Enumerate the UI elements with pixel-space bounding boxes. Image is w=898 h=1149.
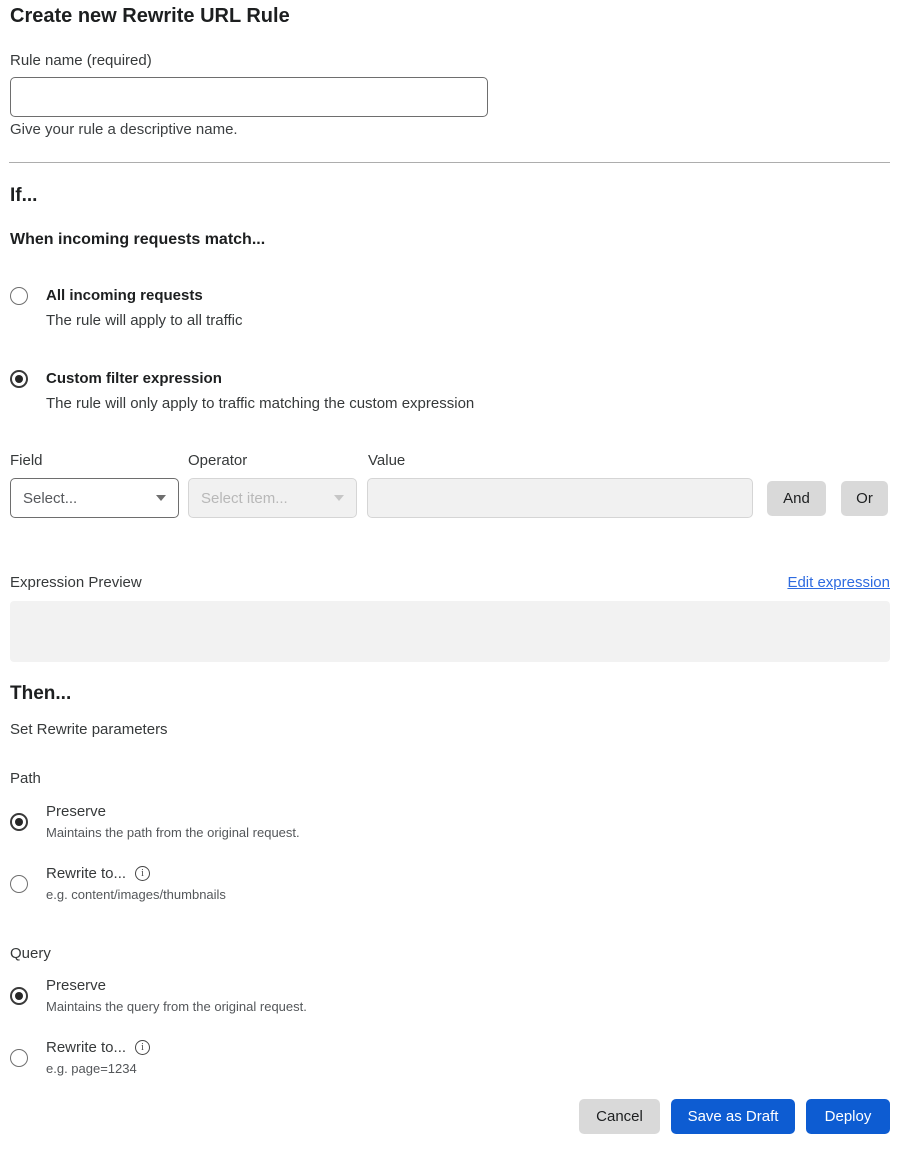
option-text (46, 802, 300, 841)
all-incoming-requests-option[interactable] (10, 286, 242, 331)
option-description: e.g. page=1234 (46, 1061, 137, 1076)
option-label: Preserve (46, 977, 107, 994)
rule-name-input[interactable] (10, 77, 488, 117)
path-rewrite-radio[interactable] (10, 875, 28, 893)
option-label: Custom filter expression (46, 370, 222, 387)
option-text (46, 369, 474, 414)
path-preserve-radio[interactable] (10, 813, 28, 831)
option-description: The rule will apply to all traffic (46, 312, 243, 329)
query-preserve-option[interactable] (10, 976, 307, 1015)
if-subheading: When incoming requests match... (10, 231, 266, 248)
option-description: e.g. content/images/thumbnails (46, 887, 226, 902)
option-description: Maintains the path from the original request. (46, 825, 300, 840)
edit-expression-link[interactable]: Edit expression (787, 574, 890, 591)
option-label-text: Rewrite to... (46, 1039, 127, 1056)
info-icon: i (135, 1040, 150, 1055)
save-draft-button[interactable]: Save as Draft (671, 1099, 795, 1134)
all-incoming-requests-radio[interactable] (10, 287, 28, 305)
operator-select-value: Select item... (201, 489, 288, 507)
chevron-down-icon (156, 495, 166, 501)
field-select[interactable] (10, 478, 179, 518)
option-text (46, 976, 307, 1015)
query-label: Query (10, 945, 51, 962)
option-label: Preserve (46, 803, 107, 820)
query-rewrite-radio[interactable] (10, 1049, 28, 1067)
page-title: Create new Rewrite URL Rule (10, 5, 290, 27)
then-subheading: Set Rewrite parameters (10, 721, 168, 738)
option-description: Maintains the query from the original request. (46, 999, 307, 1014)
expression-preview-label: Expression Preview (10, 574, 142, 591)
and-button[interactable]: And (767, 481, 826, 516)
path-label: Path (10, 770, 41, 787)
chevron-down-icon (334, 495, 344, 501)
field-label: Field (10, 452, 43, 469)
option-text (46, 864, 226, 903)
deploy-button[interactable]: Deploy (806, 1099, 890, 1134)
value-label: Value (368, 452, 406, 469)
query-rewrite-option[interactable] (10, 1038, 150, 1077)
custom-filter-expression-radio[interactable] (10, 370, 28, 388)
option-label: All incoming requests (46, 287, 203, 304)
or-button[interactable]: Or (841, 481, 888, 516)
field-select-value: Select... (23, 489, 78, 507)
option-label (46, 1038, 150, 1057)
option-text (46, 1038, 150, 1077)
if-heading: If... (10, 185, 38, 206)
info-icon: i (135, 866, 150, 881)
value-input (367, 478, 753, 518)
section-divider (9, 162, 890, 163)
path-preserve-option[interactable] (10, 802, 300, 841)
operator-select (188, 478, 357, 518)
expression-preview-box (10, 601, 890, 662)
rule-name-helper: Give your rule a descriptive name. (10, 121, 238, 138)
custom-filter-expression-option[interactable] (10, 369, 474, 414)
option-text (46, 286, 242, 331)
option-label-text: Rewrite to... (46, 865, 127, 882)
path-rewrite-option[interactable] (10, 864, 226, 903)
option-description: The rule will only apply to traffic matching the custom expression (46, 395, 475, 412)
query-preserve-radio[interactable] (10, 987, 28, 1005)
rule-name-label: Rule name (required) (10, 52, 152, 69)
operator-label: Operator (188, 452, 248, 469)
cancel-button[interactable]: Cancel (579, 1099, 660, 1134)
option-label (46, 864, 226, 883)
then-heading: Then... (10, 683, 72, 704)
